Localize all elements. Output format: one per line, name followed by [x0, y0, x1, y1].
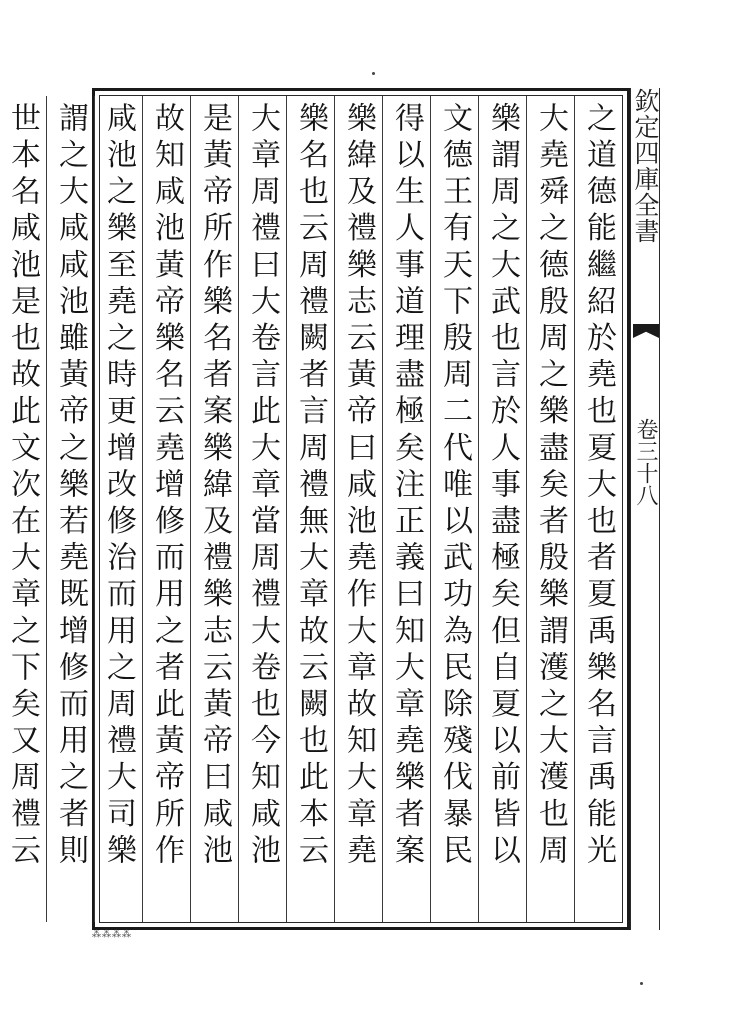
bottom-print-mark: ⁂⁂⁂⁂ — [92, 930, 132, 940]
text-column-1: 之道德能繼紹於堯也夏大也者夏禹樂名言禹能光 — [574, 96, 622, 922]
margin-strip — [630, 88, 660, 930]
text-column-12: 謂之大咸咸池雖黃帝之樂若堯既增修而用之者則 — [46, 96, 94, 922]
text-column-6: 樂緯及禮樂志云黃帝曰咸池堯作大章故知大章堯 — [334, 96, 382, 922]
text-column-2: 大堯舜之德殷周之樂盡矣者殷樂謂濩之大濩也周 — [526, 96, 574, 922]
margin-title: 欽定四庫全書 — [631, 88, 660, 244]
text-column-4: 文德王有天下殷周二代唯以武功為民除殘伐暴民 — [430, 96, 478, 922]
scan-speck — [372, 72, 375, 75]
text-column-3: 樂謂周之大武也言於人事盡極矣但自夏以前皆以 — [478, 96, 526, 922]
text-columns — [5, 96, 622, 922]
text-column-11: 咸池之樂至堯之時更增改修治而用之周禮大司樂 — [94, 96, 142, 922]
fishtail-mark-icon — [633, 324, 659, 338]
text-column-13: 世本名咸池是也故此文次在大章之下矣又周禮云 — [0, 96, 46, 922]
text-column-5: 得以生人事道理盡極矣注正義曰知大章堯樂者案 — [382, 96, 430, 922]
text-column-10: 故知咸池黃帝樂名云堯增修而用之者此黃帝所作 — [142, 96, 190, 922]
text-column-7: 樂名也云周禮闕者言周禮無大章故云闕也此本云 — [286, 96, 334, 922]
text-column-8: 大章周禮曰大卷言此大章當周禮大卷也今知咸池 — [238, 96, 286, 922]
scan-speck — [640, 982, 643, 985]
text-column-9: 是黃帝所作樂名者案樂緯及禮樂志云黃帝曰咸池 — [190, 96, 238, 922]
margin-juan-number: 卷三十八 — [633, 418, 658, 506]
